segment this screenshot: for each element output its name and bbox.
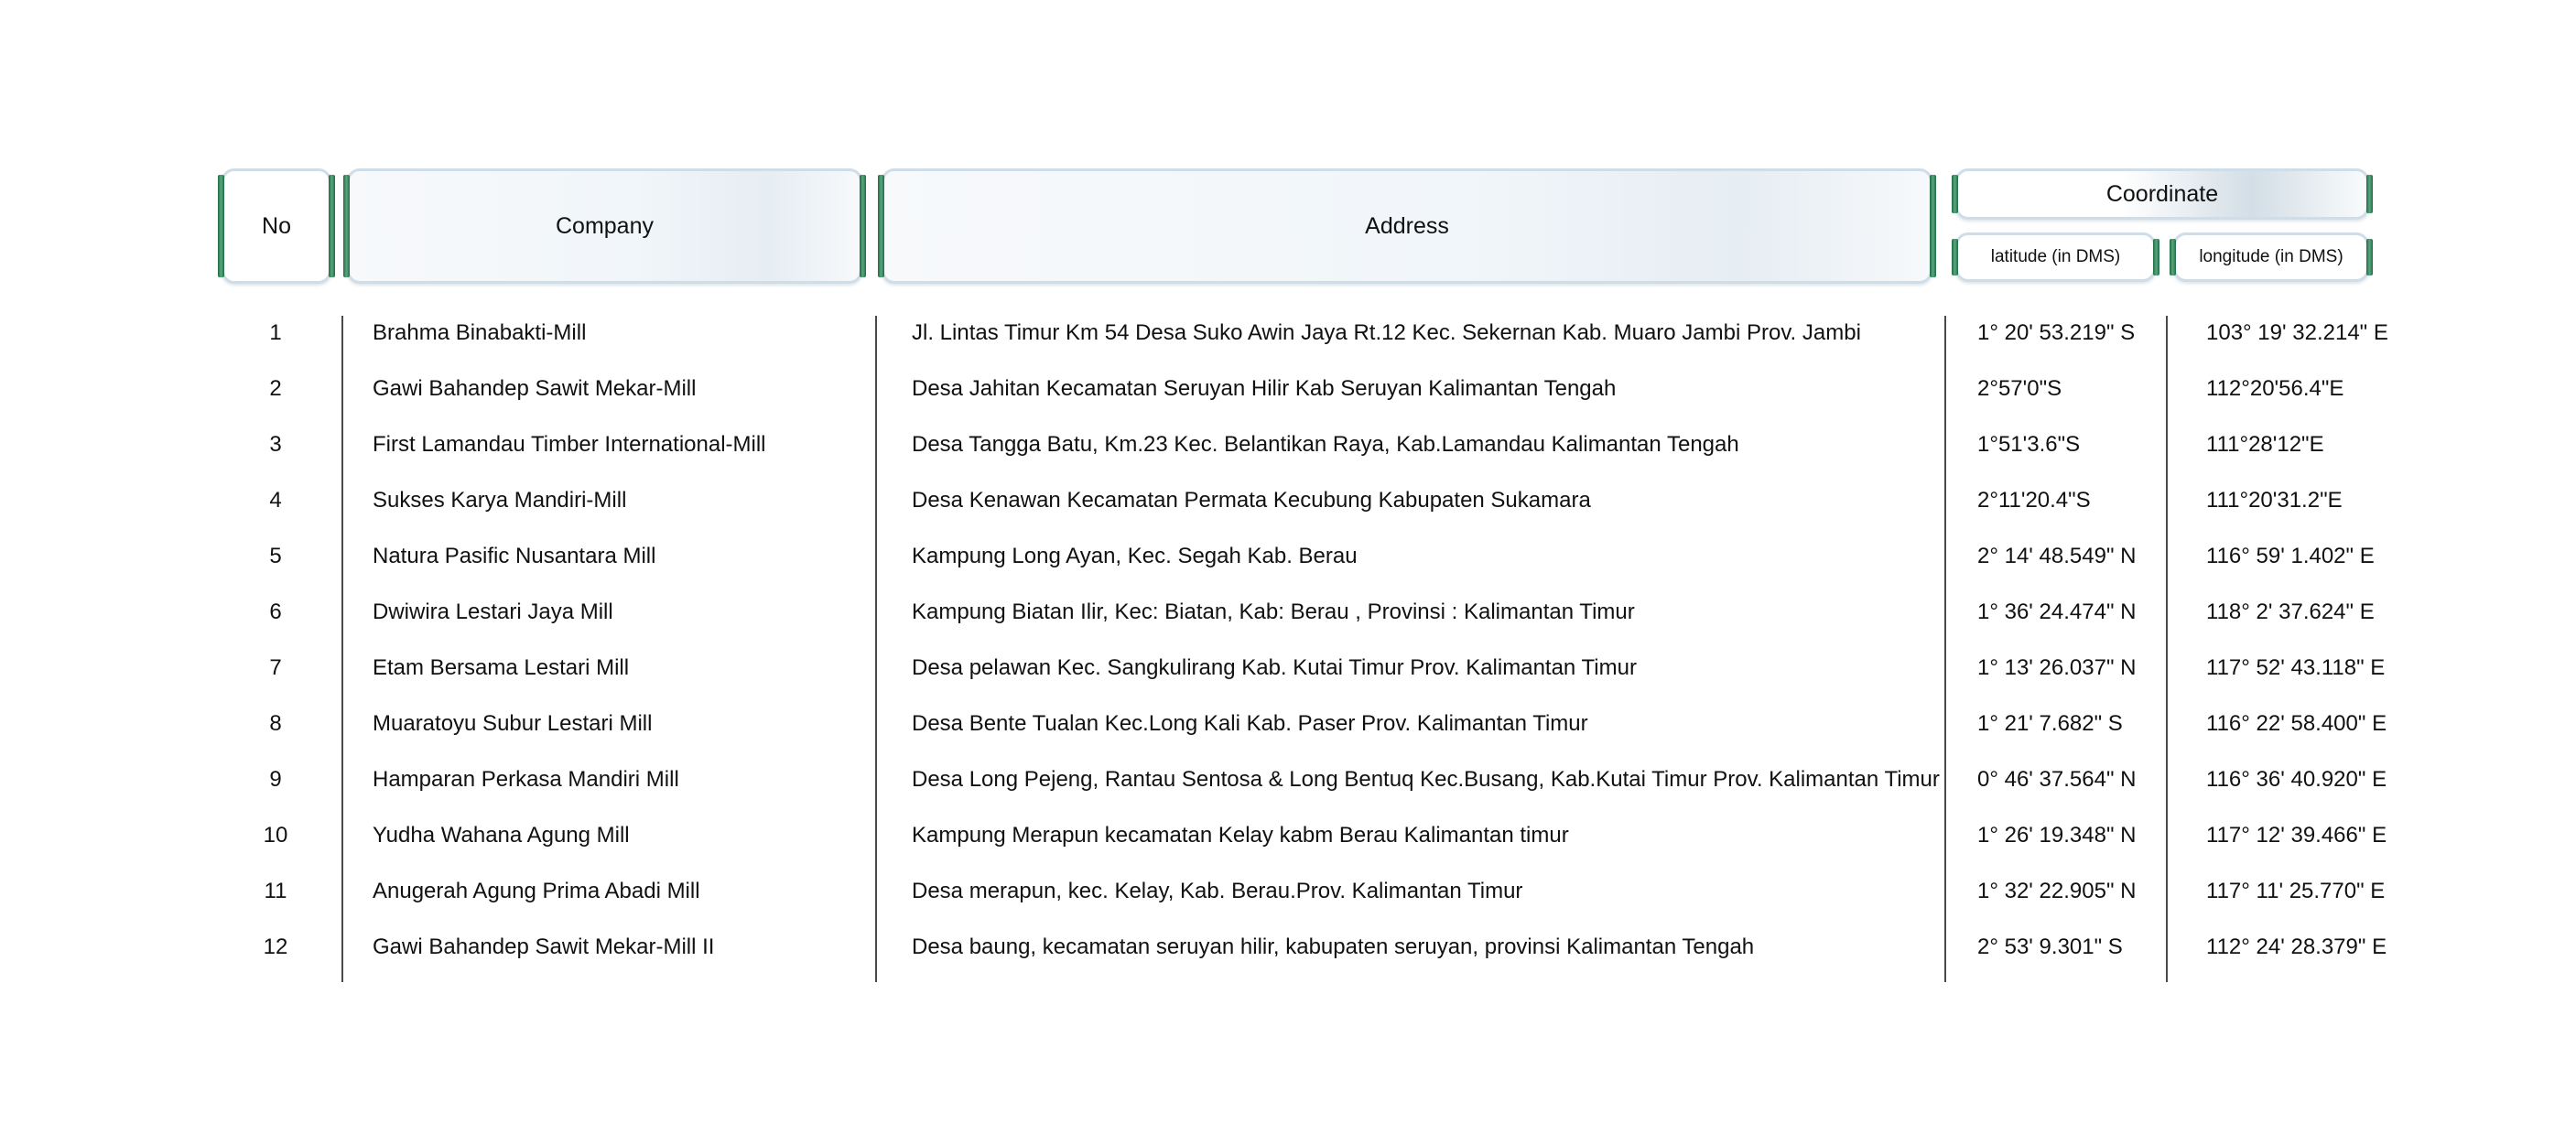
company-address: Desa Tangga Batu, Km.23 Kec. Belantikan Raya, Kab.Lamandau Kalimantan Tengah [912,432,1739,457]
header-latitude [1955,232,2156,282]
table-row [0,305,2576,361]
company-address: Desa pelawan Kec. Sangkulirang Kab. Kutai Timur Prov. Kalimantan Timur [912,655,1637,680]
table-row [0,807,2576,863]
company-address: Kampung Biatan Ilir, Kec: Biatan, Kab: Berau , Provinsi : Kalimantan Timur [912,600,1635,624]
row-number: 9 [269,767,282,792]
row-number: 8 [269,711,282,736]
latitude-value: 1° 20' 53.219" S [1977,320,2136,345]
company-address: Jl. Lintas Timur Km 54 Desa Suko Awin Jaya Rt.12 Kec. Sekernan Kab. Muaro Jambi Prov. Jambi [912,320,1861,345]
longitude-value: 118° 2' 37.624" E [2206,600,2375,624]
company-address: Desa baung, kecamatan seruyan hilir, kabupaten seruyan, provinsi Kalimantan Tengah [912,934,1755,959]
longitude-value: 117° 12' 39.466" E [2206,823,2387,848]
row-number: 10 [263,823,288,848]
longitude-value: 103° 19' 32.214" E [2206,320,2388,345]
table-row [0,863,2576,919]
table-row [0,361,2576,416]
row-number: 5 [269,544,282,568]
company-address: Desa Jahitan Kecamatan Seruyan Hilir Kab Seruyan Kalimantan Tengah [912,376,1617,401]
longitude-value: 117° 52' 43.118" E [2206,655,2386,680]
longitude-value: 111°20'31.2"E [2206,488,2343,513]
company-address: Desa Long Pejeng, Rantau Sentosa & Long Bentuq Kec.Busang, Kab.Kutai Timur Prov. Kalimantan Timur [912,767,1940,792]
table-row [0,472,2576,528]
longitude-value: 116° 59' 1.402" E [2206,544,2375,568]
company-name: Brahma Binabakti-Mill [373,320,587,345]
company-address: Kampung Long Ayan, Kec. Segah Kab. Berau [912,544,1358,568]
company-name: Natura Pasific Nusantara Mill [373,544,656,568]
company-name: Hamparan Perkasa Mandiri Mill [373,767,679,792]
company-name: Gawi Bahandep Sawit Mekar-Mill [373,376,697,401]
company-name: Gawi Bahandep Sawit Mekar-Mill II [373,934,715,959]
company-address: Desa merapun, kec. Kelay, Kab. Berau.Prov. Kalimantan Timur [912,879,1523,903]
table-row [0,640,2576,696]
row-number: 7 [269,655,282,680]
header-no-label: No [262,212,291,239]
header-coordinate [1955,168,2369,220]
company-address: Desa Bente Tualan Kec.Long Kali Kab. Paser Prov. Kalimantan Timur [912,711,1588,736]
longitude-value: 117° 11' 25.770" E [2206,879,2386,903]
latitude-value: 1°51'3.6"S [1977,432,2081,457]
table-row [0,919,2576,975]
header-company [347,168,862,284]
longitude-value: 112°20'56.4"E [2206,376,2344,401]
longitude-value: 112° 24' 28.379" E [2206,934,2387,959]
latitude-value: 1° 36' 24.474" N [1977,600,2137,624]
table-row [0,584,2576,640]
company-name: Anugerah Agung Prima Abadi Mill [373,879,700,903]
table-row [0,696,2576,751]
company-name: Etam Bersama Lestari Mill [373,655,630,680]
header-no [222,168,331,284]
company-address: Kampung Merapun kecamatan Kelay kabm Berau Kalimantan timur [912,823,1569,848]
row-number: 4 [269,488,282,513]
header-address-label: Address [1365,212,1449,239]
table-row [0,528,2576,584]
header-latitude-label: latitude (in DMS) [1990,247,2121,266]
company-name: Sukses Karya Mandiri-Mill [373,488,627,513]
latitude-value: 1° 21' 7.682" S [1977,711,2123,736]
latitude-value: 2°57'0"S [1977,376,2062,401]
row-number: 12 [263,934,288,959]
header-coordinate-label: Coordinate [2105,180,2219,207]
row-number: 2 [269,376,282,401]
company-name: Muaratoyu Subur Lestari Mill [373,711,653,736]
latitude-value: 0° 46' 37.564" N [1977,767,2137,792]
table-row [0,751,2576,807]
company-name: First Lamandau Timber International-Mill [373,432,766,457]
latitude-value: 2°11'20.4"S [1977,488,2091,513]
latitude-value: 2° 53' 9.301" S [1977,934,2123,959]
longitude-value: 111°28'12"E [2206,432,2324,457]
header-address [882,168,1932,284]
company-name: Dwiwira Lestari Jaya Mill [373,600,613,624]
company-name: Yudha Wahana Agung Mill [373,823,630,848]
row-number: 11 [264,879,287,903]
latitude-value: 1° 13' 26.037" N [1977,655,2137,680]
company-address: Desa Kenawan Kecamatan Permata Kecubung Kabupaten Sukamara [912,488,1591,513]
row-number: 6 [269,600,282,624]
table-row [0,416,2576,472]
row-number: 3 [269,432,282,457]
longitude-value: 116° 36' 40.920" E [2206,767,2387,792]
header-company-label: Company [556,212,654,239]
latitude-value: 1° 32' 22.905" N [1977,879,2137,903]
row-number: 1 [269,320,282,345]
header-longitude [2173,232,2369,282]
latitude-value: 1° 26' 19.348" N [1977,823,2137,848]
header-longitude-label: longitude (in DMS) [2199,247,2343,266]
longitude-value: 116° 22' 58.400" E [2206,711,2387,736]
latitude-value: 2° 14' 48.549" N [1977,544,2137,568]
